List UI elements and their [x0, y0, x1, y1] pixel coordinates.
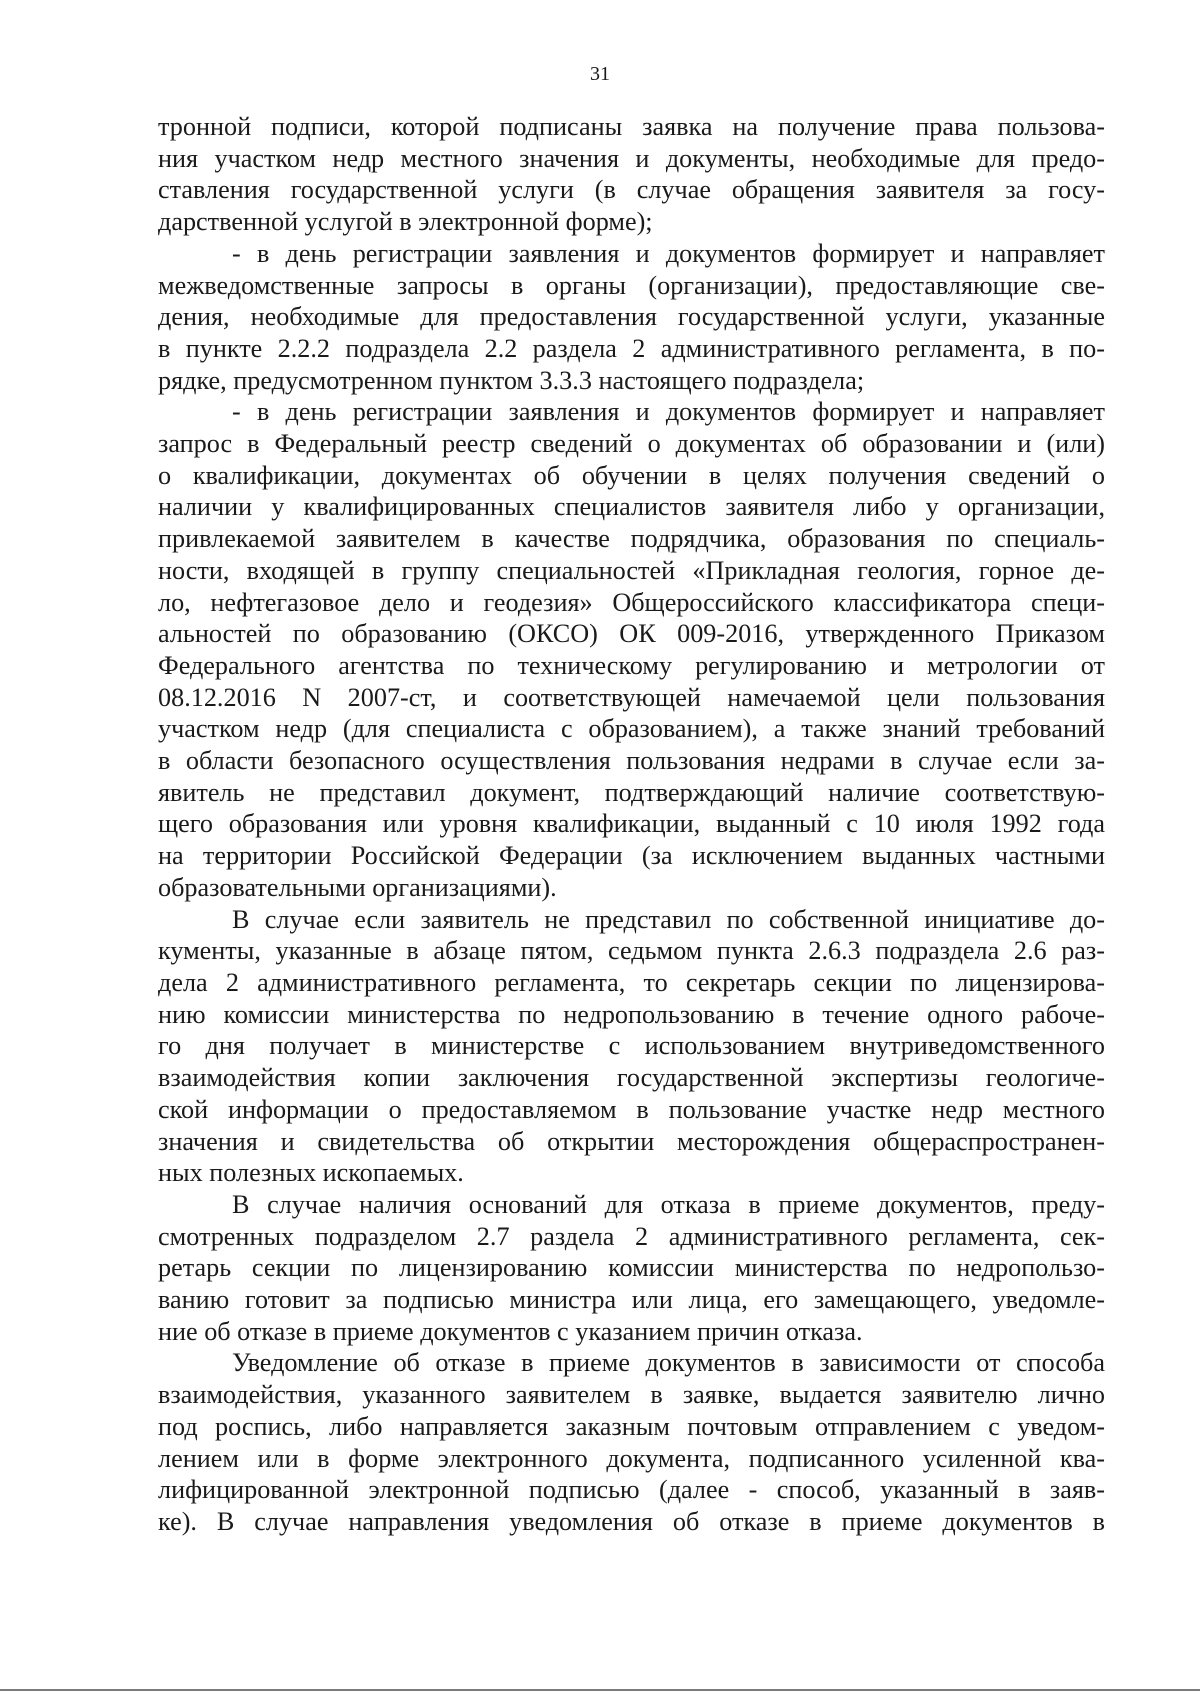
text-line: значения и свидетельства об открытии месторождения общераспространен-: [158, 1126, 1105, 1156]
document-body: [158, 111, 1105, 1538]
text-line: В случае если заявитель не представил по собственной инициативе до-: [232, 904, 1105, 934]
text-line: смотренных подразделом 2.7 раздела 2 административного регламента, сек-: [158, 1221, 1105, 1251]
text-line: В случае наличия оснований для отказа в приеме документов, преду-: [232, 1189, 1105, 1219]
text-line: дения, необходимые для предоставления государственной услуги, указанные: [158, 302, 1105, 332]
text-line: ло, нефтегазовое дело и геодезия» Общероссийского классификатора специ-: [158, 587, 1105, 617]
text-line: ставления государственной услуги (в случае обращения заявителя за госу-: [158, 175, 1105, 205]
text-line: ке). В случае направления уведомления об отказе в приеме документов в: [158, 1506, 1105, 1536]
text-line: о квалификации, документах об обучении в целях получения сведений о: [158, 460, 1105, 490]
text-line: Уведомление об отказе в приеме документов в зависимости от способа: [232, 1348, 1105, 1378]
text-line: нию комиссии министерства по недропользованию в течение одного рабоче-: [158, 999, 1105, 1029]
text-line: привлекаемой заявителем в качестве подрядчика, образования по специаль-: [158, 524, 1105, 554]
text-line: ных полезных ископаемых.: [158, 1158, 464, 1188]
text-line: лифицированной электронной подписью (далее - способ, указанный в заяв-: [158, 1475, 1105, 1505]
paragraph: [158, 111, 1105, 238]
text-line: ние об отказе в приеме документов с указанием причин отказа.: [158, 1316, 863, 1346]
text-line: ванию готовит за подписью министра или лица, его замещающего, уведомле-: [158, 1285, 1105, 1315]
text-line: в области безопасного осуществления пользования недрами в случае если за-: [158, 746, 1105, 776]
text-line: альностей по образованию (ОКСО) ОК 009-2016, утвержденного Приказом: [158, 619, 1105, 649]
text-line: лением или в форме электронного документа, подписанного усиленной ква-: [158, 1443, 1105, 1473]
text-line: в пункте 2.2.2 подраздела 2.2 раздела 2 административного регламента, в по-: [158, 333, 1105, 363]
text-line: - в день регистрации заявления и документов формирует и направляет: [232, 397, 1105, 427]
text-line: рядке, предусмотренном пунктом 3.3.3 настоящего подраздела;: [158, 365, 865, 395]
text-line: межведомственные запросы в органы (организации), предоставляющие све-: [158, 270, 1105, 300]
text-line: ретарь секции по лицензированию комиссии министерства по недропользо-: [158, 1253, 1105, 1283]
paragraph: [158, 904, 1105, 1189]
paragraph: [158, 1189, 1105, 1348]
paragraph: [158, 238, 1105, 397]
text-line: Федерального агентства по техническому регулированию и метрологии от: [158, 650, 1105, 680]
text-line: дела 2 административного регламента, то секретарь секции по лицензирова-: [158, 967, 1105, 997]
text-line: взаимодействия, указанного заявителем в заявке, выдается заявителю лично: [158, 1380, 1105, 1410]
text-line: запрос в Федеральный реестр сведений о документах об образовании и (или): [158, 429, 1105, 459]
text-line: наличии у квалифицированных специалистов заявителя либо у организации,: [158, 492, 1105, 522]
page-number: 31: [590, 63, 610, 85]
paragraph: [158, 396, 1105, 903]
text-line: дарственной услугой в электронной форме);: [158, 207, 653, 237]
text-line: 08.12.2016 N 2007-ст, и соответствующей намечаемой цели пользования: [158, 682, 1105, 712]
bottom-edge-line: [0, 1689, 1200, 1691]
text-line: кументы, указанные в абзаце пятом, седьмом пункта 2.6.3 подраздела 2.6 раз-: [158, 936, 1105, 966]
text-line: взаимодействия копии заключения государственной экспертизы геологиче-: [158, 1063, 1105, 1093]
text-line: под роспись, либо направляется заказным почтовым отправлением с уведом-: [158, 1411, 1105, 1441]
text-line: участком недр (для специалиста с образованием), а также знаний требований: [158, 714, 1105, 744]
text-line: ности, входящей в группу специальностей «Прикладная геология, горное де-: [158, 555, 1105, 585]
text-line: ской информации о предоставляемом в пользование участке недр местного: [158, 1094, 1105, 1124]
paragraph: [158, 1347, 1105, 1537]
text-line: го дня получает в министерстве с использованием внутриведомственного: [158, 1031, 1105, 1061]
text-line: ния участком недр местного значения и документы, необходимые для предо-: [158, 143, 1105, 173]
text-line: на территории Российской Федерации (за исключением выданных частными: [158, 841, 1105, 871]
text-line: - в день регистрации заявления и документов формирует и направляет: [232, 238, 1105, 268]
text-line: явитель не представил документ, подтверждающий наличие соответствую-: [158, 777, 1105, 807]
text-line: тронной подписи, которой подписаны заявка на получение права пользова-: [158, 112, 1105, 141]
text-line: образовательными организациями).: [158, 872, 557, 902]
text-line: щего образования или уровня квалификации, выданный с 10 июля 1992 года: [158, 809, 1105, 839]
